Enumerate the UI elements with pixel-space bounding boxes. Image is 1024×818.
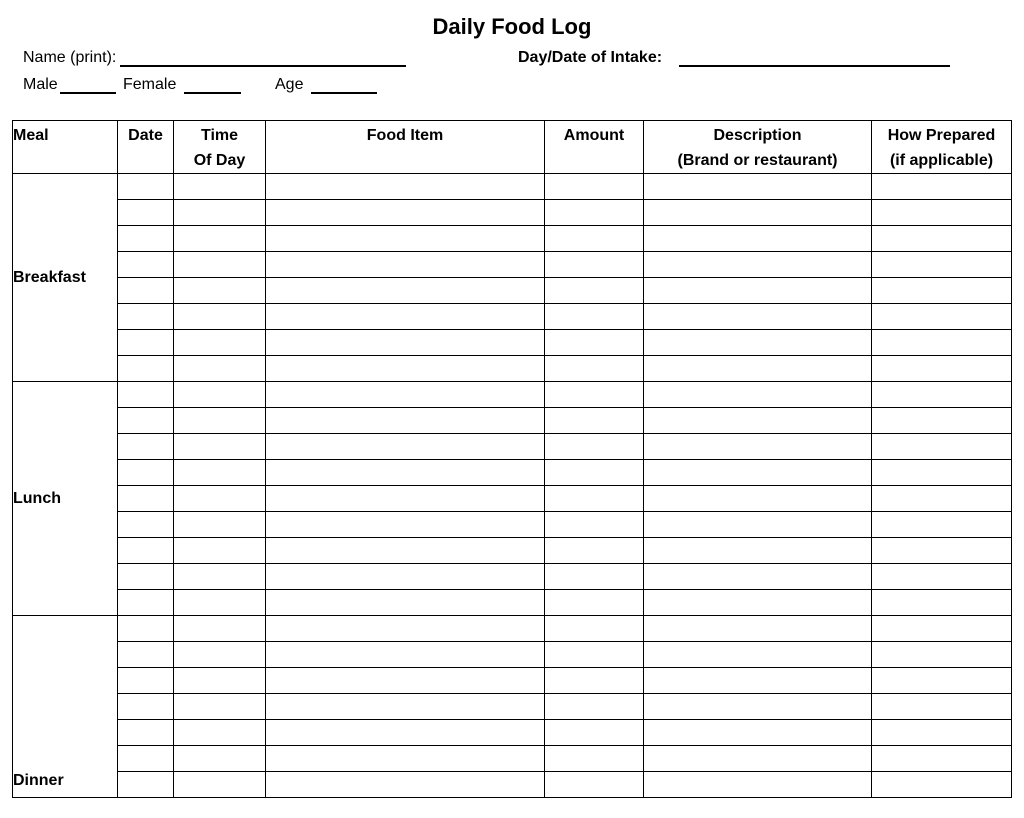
date-cell[interactable]	[118, 720, 174, 746]
meal-label-lunch: Lunch	[13, 382, 118, 616]
date-cell[interactable]	[118, 434, 174, 460]
description-cell[interactable]	[644, 694, 872, 720]
time-of-day-cell[interactable]	[174, 226, 266, 252]
female-field[interactable]	[184, 92, 241, 94]
amount-cell[interactable]	[545, 304, 644, 330]
table-row	[13, 174, 1012, 200]
time-of-day-cell[interactable]	[174, 668, 266, 694]
description-cell[interactable]	[644, 460, 872, 486]
table-row	[13, 382, 1012, 408]
food-item-cell[interactable]	[266, 330, 545, 356]
how-prepared-cell[interactable]	[872, 590, 1012, 616]
how-prepared-cell[interactable]	[872, 330, 1012, 356]
how-prepared-cell[interactable]	[872, 356, 1012, 382]
food-item-cell[interactable]	[266, 356, 545, 382]
description-cell[interactable]	[644, 356, 872, 382]
amount-cell[interactable]	[545, 616, 644, 642]
time-of-day-cell[interactable]	[174, 694, 266, 720]
description-cell[interactable]	[644, 226, 872, 252]
food-item-cell[interactable]	[266, 278, 545, 304]
description-cell[interactable]	[644, 408, 872, 434]
amount-cell[interactable]	[545, 330, 644, 356]
description-cell[interactable]	[644, 434, 872, 460]
name-field[interactable]	[120, 65, 406, 67]
amount-cell[interactable]	[545, 590, 644, 616]
date-cell[interactable]	[118, 356, 174, 382]
food-item-cell[interactable]	[266, 200, 545, 226]
date-cell[interactable]	[118, 772, 174, 798]
time-of-day-cell[interactable]	[174, 278, 266, 304]
food-item-cell[interactable]	[266, 512, 545, 538]
time-of-day-cell[interactable]	[174, 642, 266, 668]
description-cell[interactable]	[644, 174, 872, 200]
food-item-cell[interactable]	[266, 304, 545, 330]
how-prepared-cell[interactable]	[872, 512, 1012, 538]
date-cell[interactable]	[118, 226, 174, 252]
amount-cell[interactable]	[545, 720, 644, 746]
name-label: Name (print):	[23, 49, 117, 66]
date-cell[interactable]	[118, 252, 174, 278]
amount-cell[interactable]	[545, 512, 644, 538]
header-amount: Amount	[545, 121, 644, 174]
meal-label-breakfast: Breakfast	[13, 174, 118, 382]
food-item-cell[interactable]	[266, 174, 545, 200]
table-header-row	[13, 121, 1012, 174]
table-row	[13, 460, 1012, 486]
date-cell[interactable]	[118, 538, 174, 564]
table-row	[13, 434, 1012, 460]
time-of-day-cell[interactable]	[174, 356, 266, 382]
how-prepared-cell[interactable]	[872, 252, 1012, 278]
food-item-cell[interactable]	[266, 226, 545, 252]
date-cell[interactable]	[118, 694, 174, 720]
date-of-intake-label: Day/Date of Intake:	[518, 49, 663, 66]
date-cell[interactable]	[118, 642, 174, 668]
table-row	[13, 330, 1012, 356]
time-of-day-cell[interactable]	[174, 408, 266, 434]
amount-cell[interactable]	[545, 694, 644, 720]
description-cell[interactable]	[644, 720, 872, 746]
date-cell[interactable]	[118, 564, 174, 590]
how-prepared-cell[interactable]	[872, 746, 1012, 772]
time-of-day-cell[interactable]	[174, 252, 266, 278]
food-item-cell[interactable]	[266, 694, 545, 720]
header-meal: Meal	[13, 121, 118, 174]
table-row	[13, 200, 1012, 226]
date-cell[interactable]	[118, 382, 174, 408]
time-of-day-cell[interactable]	[174, 746, 266, 772]
description-cell[interactable]	[644, 304, 872, 330]
date-cell[interactable]	[118, 304, 174, 330]
table-row	[13, 590, 1012, 616]
amount-cell[interactable]	[545, 746, 644, 772]
header-how-prepared: How Prepared (if applicable)	[872, 121, 1012, 174]
age-field[interactable]	[311, 92, 377, 94]
date-cell[interactable]	[118, 668, 174, 694]
time-of-day-cell[interactable]	[174, 512, 266, 538]
table-row	[13, 772, 1012, 798]
header-date: Date	[118, 121, 174, 174]
food-item-cell[interactable]	[266, 408, 545, 434]
table-row	[13, 564, 1012, 590]
amount-cell[interactable]	[545, 772, 644, 798]
amount-cell[interactable]	[545, 434, 644, 460]
male-field[interactable]	[60, 92, 116, 94]
amount-cell[interactable]	[545, 668, 644, 694]
food-item-cell[interactable]	[266, 590, 545, 616]
amount-cell[interactable]	[545, 486, 644, 512]
food-item-cell[interactable]	[266, 486, 545, 512]
date-cell[interactable]	[118, 590, 174, 616]
date-cell[interactable]	[118, 278, 174, 304]
time-of-day-cell[interactable]	[174, 330, 266, 356]
description-cell[interactable]	[644, 642, 872, 668]
amount-cell[interactable]	[545, 382, 644, 408]
amount-cell[interactable]	[545, 278, 644, 304]
description-cell[interactable]	[644, 486, 872, 512]
description-cell[interactable]	[644, 668, 872, 694]
time-of-day-cell[interactable]	[174, 590, 266, 616]
description-cell[interactable]	[644, 538, 872, 564]
table-row	[13, 226, 1012, 252]
table-row	[13, 304, 1012, 330]
date-cell[interactable]	[118, 330, 174, 356]
age-label: Age	[275, 76, 304, 93]
how-prepared-cell[interactable]	[872, 538, 1012, 564]
table-row	[13, 512, 1012, 538]
how-prepared-cell[interactable]	[872, 382, 1012, 408]
time-of-day-cell[interactable]	[174, 434, 266, 460]
time-of-day-cell[interactable]	[174, 616, 266, 642]
amount-cell[interactable]	[545, 356, 644, 382]
time-of-day-cell[interactable]	[174, 564, 266, 590]
description-cell[interactable]	[644, 590, 872, 616]
how-prepared-cell[interactable]	[872, 278, 1012, 304]
how-prepared-cell[interactable]	[872, 408, 1012, 434]
description-cell[interactable]	[644, 252, 872, 278]
description-cell[interactable]	[644, 564, 872, 590]
how-prepared-cell[interactable]	[872, 642, 1012, 668]
food-item-cell[interactable]	[266, 746, 545, 772]
amount-cell[interactable]	[545, 564, 644, 590]
header-time-of-day: Time Of Day	[174, 121, 266, 174]
food-item-cell[interactable]	[266, 252, 545, 278]
amount-cell[interactable]	[545, 200, 644, 226]
table-row	[13, 538, 1012, 564]
food-item-cell[interactable]	[266, 564, 545, 590]
female-label: Female	[123, 76, 177, 93]
date-cell[interactable]	[118, 512, 174, 538]
date-cell[interactable]	[118, 486, 174, 512]
header-description: Description (Brand or restaurant)	[644, 121, 872, 174]
food-item-cell[interactable]	[266, 382, 545, 408]
table-row	[13, 356, 1012, 382]
header-food-item: Food Item	[266, 121, 545, 174]
amount-cell[interactable]	[545, 642, 644, 668]
how-prepared-cell[interactable]	[872, 720, 1012, 746]
how-prepared-cell[interactable]	[872, 564, 1012, 590]
amount-cell[interactable]	[545, 174, 644, 200]
food-item-cell[interactable]	[266, 720, 545, 746]
male-label: Male	[23, 76, 58, 93]
description-cell[interactable]	[644, 746, 872, 772]
date-of-intake-field[interactable]	[679, 65, 950, 67]
date-cell[interactable]	[118, 746, 174, 772]
time-of-day-cell[interactable]	[174, 772, 266, 798]
how-prepared-cell[interactable]	[872, 668, 1012, 694]
table-row	[13, 668, 1012, 694]
date-cell[interactable]	[118, 200, 174, 226]
table-row	[13, 616, 1012, 642]
page-title: Daily Food Log	[432, 14, 592, 39]
table-row	[13, 486, 1012, 512]
amount-cell[interactable]	[545, 252, 644, 278]
description-cell[interactable]	[644, 278, 872, 304]
date-cell[interactable]	[118, 460, 174, 486]
date-cell[interactable]	[118, 174, 174, 200]
table-row	[13, 642, 1012, 668]
time-of-day-cell[interactable]	[174, 538, 266, 564]
table-row	[13, 746, 1012, 772]
description-cell[interactable]	[644, 772, 872, 798]
description-cell[interactable]	[644, 512, 872, 538]
time-of-day-cell[interactable]	[174, 200, 266, 226]
how-prepared-cell[interactable]	[872, 460, 1012, 486]
meal-label-dinner: Dinner	[13, 616, 118, 798]
table-row	[13, 720, 1012, 746]
amount-cell[interactable]	[545, 226, 644, 252]
description-cell[interactable]	[644, 330, 872, 356]
table-row	[13, 278, 1012, 304]
date-cell[interactable]	[118, 616, 174, 642]
table-row	[13, 252, 1012, 278]
how-prepared-cell[interactable]	[872, 304, 1012, 330]
table-row	[13, 408, 1012, 434]
time-of-day-cell[interactable]	[174, 304, 266, 330]
how-prepared-cell[interactable]	[872, 226, 1012, 252]
amount-cell[interactable]	[545, 538, 644, 564]
table-row	[13, 694, 1012, 720]
food-item-cell[interactable]	[266, 668, 545, 694]
description-cell[interactable]	[644, 200, 872, 226]
food-item-cell[interactable]	[266, 642, 545, 668]
food-item-cell[interactable]	[266, 434, 545, 460]
how-prepared-cell[interactable]	[872, 486, 1012, 512]
how-prepared-cell[interactable]	[872, 174, 1012, 200]
time-of-day-cell[interactable]	[174, 174, 266, 200]
how-prepared-cell[interactable]	[872, 772, 1012, 798]
time-of-day-cell[interactable]	[174, 720, 266, 746]
food-item-cell[interactable]	[266, 772, 545, 798]
time-of-day-cell[interactable]	[174, 486, 266, 512]
description-cell[interactable]	[644, 382, 872, 408]
how-prepared-cell[interactable]	[872, 694, 1012, 720]
description-cell[interactable]	[644, 616, 872, 642]
food-log-body	[13, 174, 1012, 798]
food-item-cell[interactable]	[266, 460, 545, 486]
how-prepared-cell[interactable]	[872, 200, 1012, 226]
food-log-table	[12, 120, 1012, 798]
food-item-cell[interactable]	[266, 538, 545, 564]
amount-cell[interactable]	[545, 408, 644, 434]
how-prepared-cell[interactable]	[872, 434, 1012, 460]
time-of-day-cell[interactable]	[174, 382, 266, 408]
time-of-day-cell[interactable]	[174, 460, 266, 486]
amount-cell[interactable]	[545, 460, 644, 486]
food-item-cell[interactable]	[266, 616, 545, 642]
how-prepared-cell[interactable]	[872, 616, 1012, 642]
date-cell[interactable]	[118, 408, 174, 434]
